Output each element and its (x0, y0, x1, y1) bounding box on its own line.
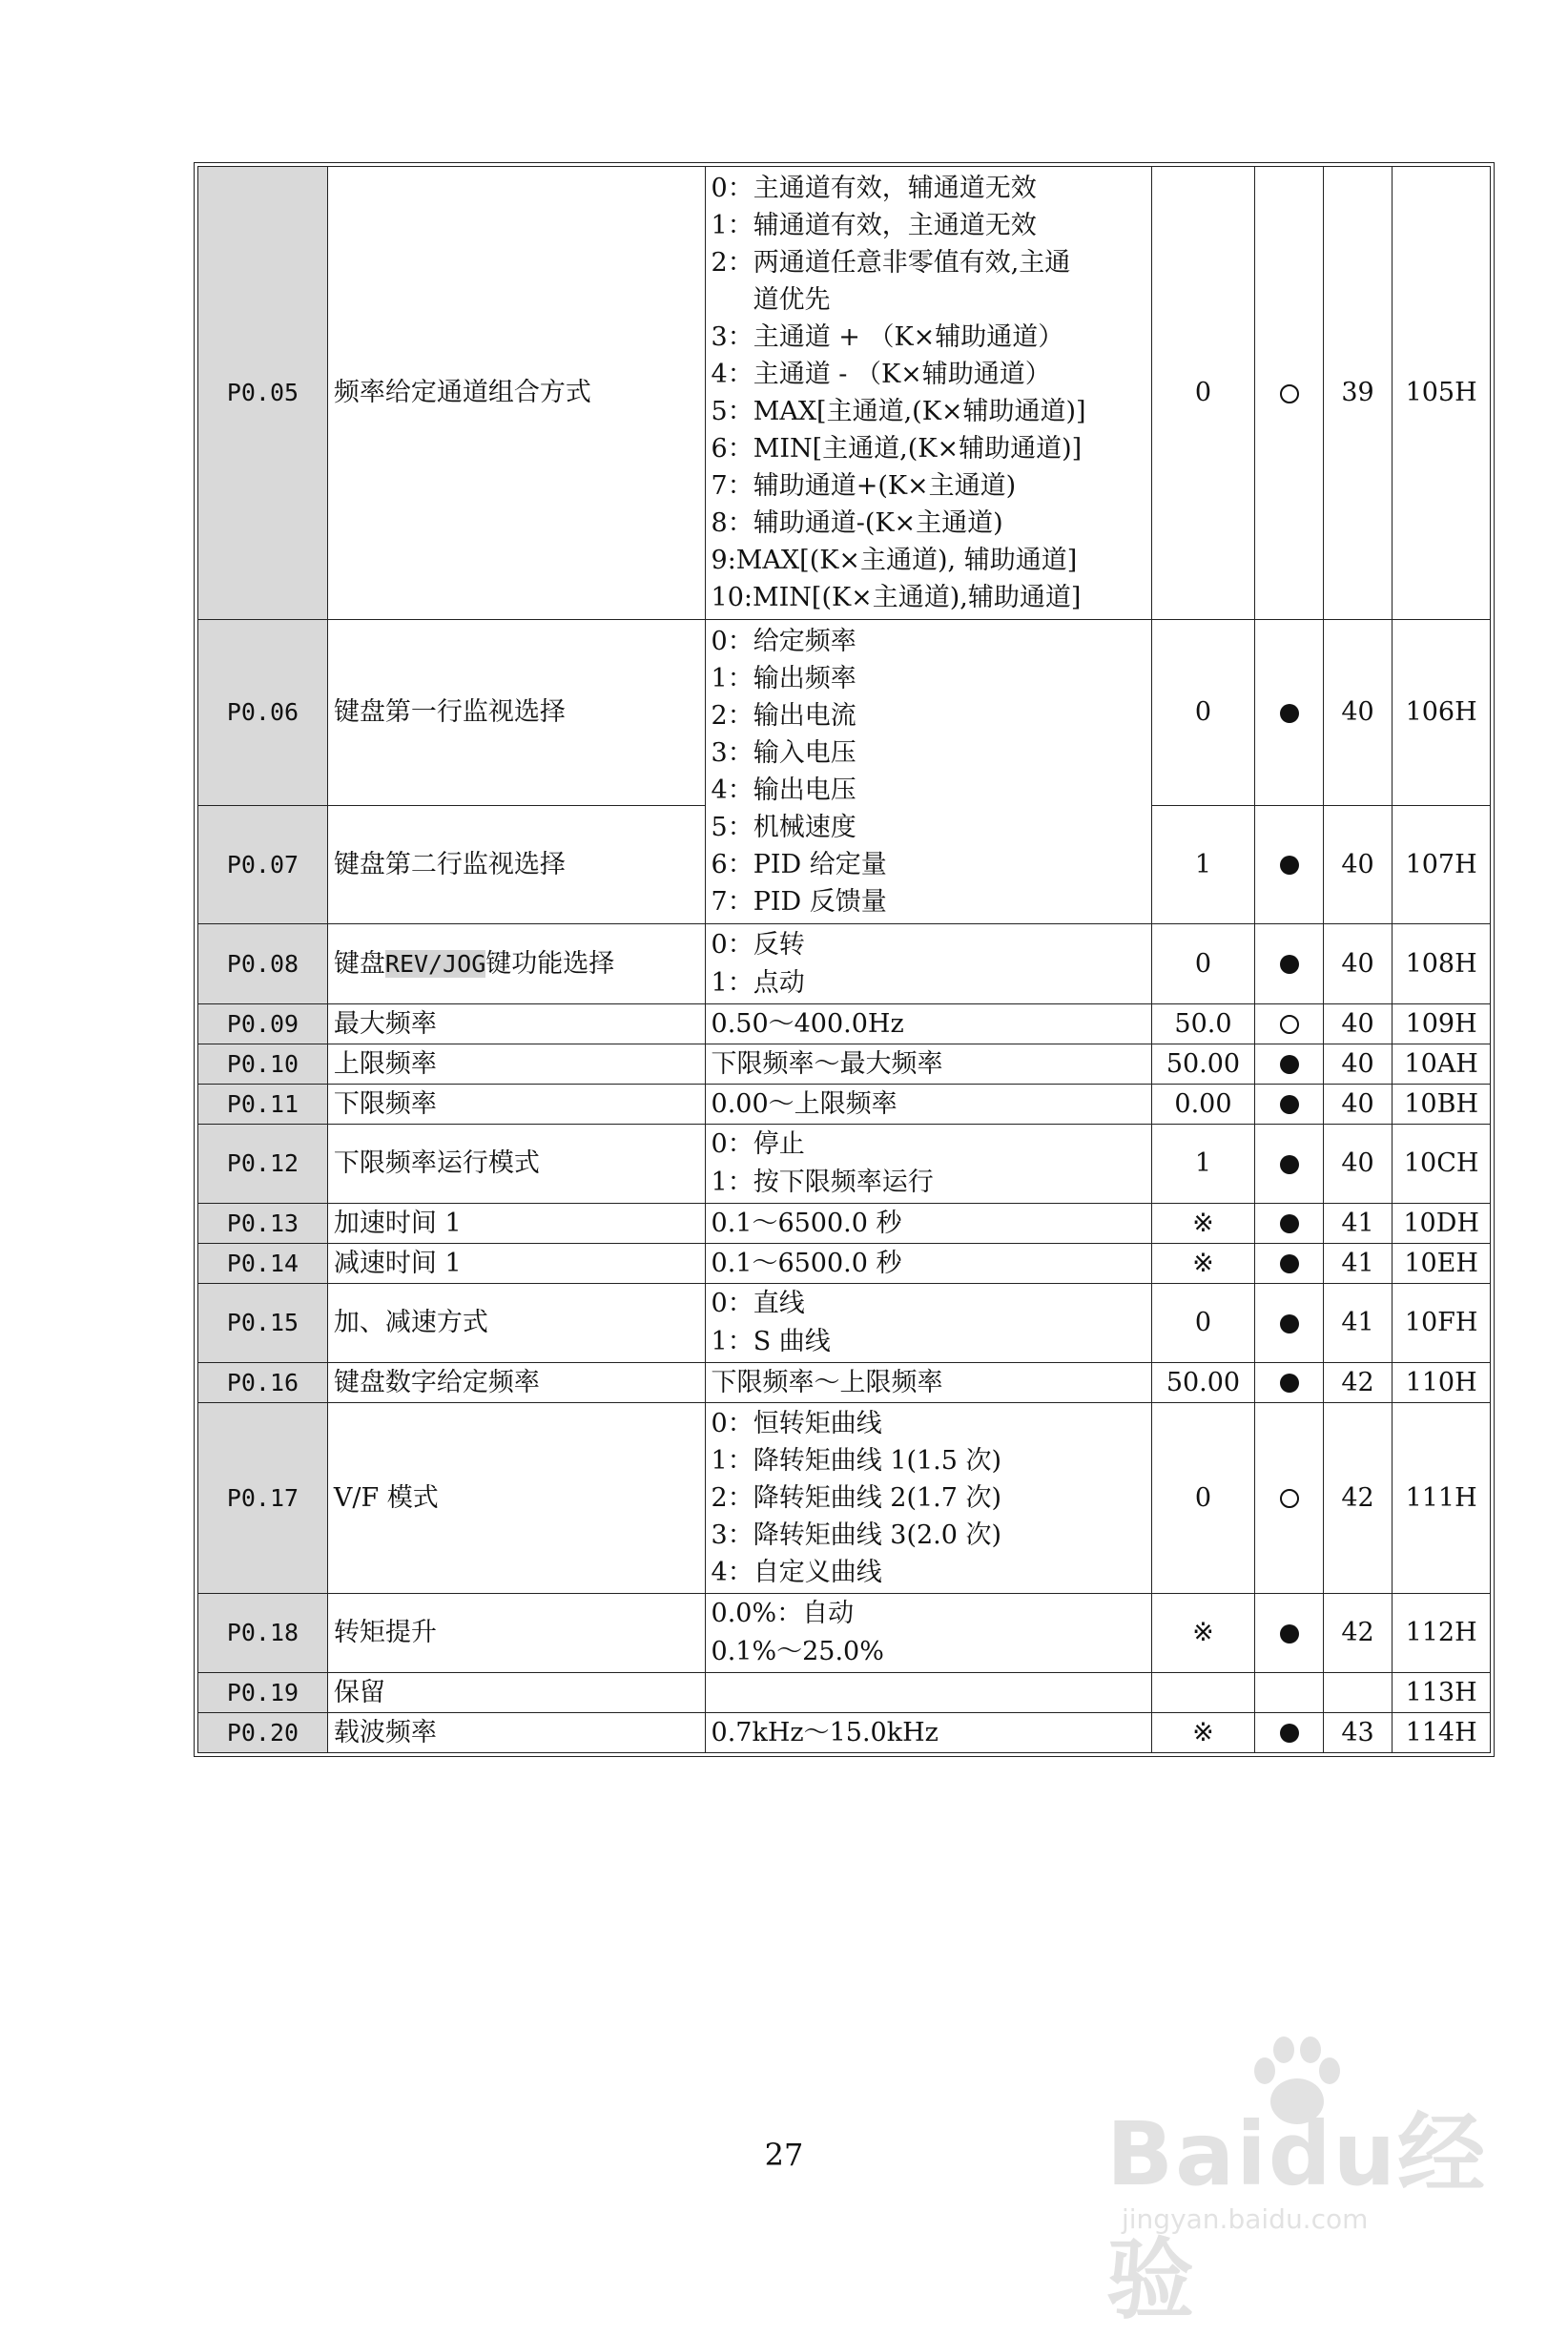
param-name: 上限频率 (327, 1044, 705, 1085)
parameter-table-body (198, 167, 1491, 1753)
default-value: 50.00 (1151, 1044, 1255, 1085)
reference-page: 42 (1323, 1363, 1392, 1403)
param-code: P0.17 (198, 1403, 328, 1594)
range-option: 0.1～6500.0 秒 (711, 1248, 902, 1278)
table-row (198, 924, 1491, 1004)
register-address: 108H (1393, 924, 1491, 1004)
setting-range (705, 1204, 1151, 1244)
modify-attribute (1255, 1044, 1323, 1085)
register-address: 110H (1393, 1363, 1491, 1403)
setting-range (705, 1125, 1151, 1204)
range-option: 0.1%～25.0% (711, 1637, 884, 1666)
param-code: P0.10 (198, 1044, 328, 1085)
open-circle-icon (1280, 384, 1299, 403)
reference-page (1323, 1673, 1392, 1713)
modify-attribute (1255, 1284, 1323, 1363)
modify-attribute (1255, 1363, 1323, 1403)
range-option: 0.00～上限频率 (711, 1088, 897, 1119)
default-value: 1 (1151, 806, 1255, 924)
register-address: 105H (1393, 167, 1491, 620)
default-value: 50.00 (1151, 1363, 1255, 1403)
reference-page: 40 (1323, 1044, 1392, 1085)
default-value (1151, 1673, 1255, 1713)
param-code: P0.12 (198, 1125, 328, 1204)
range-option: 5：机械速度 (711, 813, 856, 842)
register-address: 111H (1393, 1403, 1491, 1594)
range-option: 0.1～6500.0 秒 (711, 1208, 902, 1238)
range-option: 3：输入电压 (711, 738, 856, 768)
modify-attribute (1255, 1673, 1323, 1713)
range-option: 4：输出电压 (711, 775, 856, 805)
watermark-brand: Baidu经验 (1106, 2103, 1488, 2331)
range-option: 9:MAX[(K×主通道), 辅助通道] (711, 546, 1078, 575)
open-circle-icon (1280, 1489, 1299, 1508)
modify-attribute (1255, 620, 1323, 806)
param-code: P0.06 (198, 620, 328, 806)
register-address: 10FH (1393, 1284, 1491, 1363)
key-label-highlight: REV/JOG (384, 949, 486, 978)
filled-circle-icon (1280, 1314, 1299, 1333)
param-name: 键盘数字给定频率 (327, 1363, 705, 1403)
range-option: 0.50～400.0Hz (711, 1008, 904, 1039)
param-name: 键盘第二行监视选择 (327, 806, 705, 924)
setting-range (705, 1594, 1151, 1673)
param-name (327, 924, 705, 1004)
range-option: 道优先 (753, 285, 831, 315)
register-address: 10CH (1393, 1125, 1491, 1204)
modify-attribute (1255, 1403, 1323, 1594)
default-value: 0 (1151, 1403, 1255, 1594)
param-code: P0.14 (198, 1244, 328, 1284)
filled-circle-icon (1280, 955, 1299, 974)
setting-range (705, 924, 1151, 1004)
setting-range (705, 1284, 1151, 1363)
range-option: 下限频率～上限频率 (711, 1367, 943, 1397)
register-address: 10EH (1393, 1244, 1491, 1284)
modify-attribute (1255, 1085, 1323, 1125)
register-address: 112H (1393, 1594, 1491, 1673)
range-option: 7：辅助通道+(K×主通道) (711, 471, 1017, 501)
setting-range (705, 1713, 1151, 1753)
filled-circle-icon (1280, 1374, 1299, 1393)
range-option: 5：MAX[主通道,(K×辅助通道)] (711, 397, 1086, 426)
default-value: 1 (1151, 1125, 1255, 1204)
param-code: P0.07 (198, 806, 328, 924)
range-option: 1：S 曲线 (711, 1327, 831, 1356)
param-code: P0.20 (198, 1713, 328, 1753)
table-row (198, 1403, 1491, 1594)
param-code: P0.15 (198, 1284, 328, 1363)
filled-circle-icon (1280, 1254, 1299, 1273)
page-number: 27 (764, 2137, 804, 2173)
range-option: 8：辅助通道-(K×主通道) (711, 508, 1003, 538)
param-name: 保留 (327, 1673, 705, 1713)
range-option: 7：PID 反馈量 (711, 887, 887, 917)
reference-page: 43 (1323, 1713, 1392, 1753)
reference-page: 40 (1323, 806, 1392, 924)
param-name: 加速时间 1 (327, 1204, 705, 1244)
param-name: 减速时间 1 (327, 1244, 705, 1284)
param-name: 转矩提升 (327, 1594, 705, 1673)
modify-attribute (1255, 806, 1323, 924)
register-address: 10AH (1393, 1044, 1491, 1085)
param-name: 下限频率 (327, 1085, 705, 1125)
reference-page: 39 (1323, 167, 1392, 620)
filled-circle-icon (1280, 1214, 1299, 1233)
table-row (198, 1363, 1491, 1403)
param-code: P0.09 (198, 1004, 328, 1044)
paw-logo-icon (1240, 2027, 1354, 2141)
filled-circle-icon (1280, 704, 1299, 723)
setting-range (705, 1403, 1151, 1594)
reference-page: 41 (1323, 1204, 1392, 1244)
setting-range (705, 1673, 1151, 1713)
param-name: 最大频率 (327, 1004, 705, 1044)
setting-range (705, 1244, 1151, 1284)
watermark-url: jingyan.baidu.com (1122, 2203, 1369, 2235)
modify-attribute (1255, 1594, 1323, 1673)
range-option: 1：辅通道有效，主通道无效 (711, 211, 1037, 240)
range-option: 0：反转 (711, 929, 805, 960)
range-option: 6：PID 给定量 (711, 850, 887, 879)
table-row (198, 1713, 1491, 1753)
modify-attribute (1255, 1204, 1323, 1244)
range-option: 3：降转矩曲线 3(2.0 次) (711, 1520, 1002, 1550)
table-row (198, 620, 1491, 806)
default-value: ※ (1151, 1244, 1255, 1284)
table-row (198, 1594, 1491, 1673)
table-row (198, 167, 1491, 620)
param-name-suffix: 键功能选择 (485, 948, 615, 979)
range-option: 0：直线 (711, 1289, 805, 1318)
param-name: 加、减速方式 (327, 1284, 705, 1363)
param-name: 载波频率 (327, 1713, 705, 1753)
default-value: 0 (1151, 924, 1255, 1004)
param-code: P0.16 (198, 1363, 328, 1403)
parameter-table-frame (194, 162, 1495, 1757)
filled-circle-icon (1280, 1095, 1299, 1114)
reference-page: 41 (1323, 1284, 1392, 1363)
param-code: P0.19 (198, 1673, 328, 1713)
table-row (198, 1044, 1491, 1085)
filled-circle-icon (1280, 1155, 1299, 1174)
modify-attribute (1255, 167, 1323, 620)
param-code: P0.13 (198, 1204, 328, 1244)
reference-page: 40 (1323, 1085, 1392, 1125)
register-address: 114H (1393, 1713, 1491, 1753)
modify-attribute (1255, 924, 1323, 1004)
range-option: 1：点动 (711, 967, 805, 998)
open-circle-icon (1280, 1015, 1299, 1034)
range-option: 4：主通道 - （K×辅助通道） (711, 360, 1051, 389)
table-row (198, 1284, 1491, 1363)
range-option: 4：自定义曲线 (711, 1558, 882, 1587)
parameter-table (197, 166, 1491, 1753)
range-option: 1：按下限频率运行 (711, 1168, 934, 1197)
filled-circle-icon (1280, 1055, 1299, 1074)
range-option: 1：输出频率 (711, 664, 856, 693)
register-address: 109H (1393, 1004, 1491, 1044)
table-row (198, 1125, 1491, 1204)
range-option: 2：两通道任意非零值有效,主通 (711, 248, 1071, 278)
modify-attribute (1255, 1713, 1323, 1753)
setting-range (705, 1363, 1151, 1403)
reference-page: 42 (1323, 1403, 1392, 1594)
table-row (198, 1244, 1491, 1284)
filled-circle-icon (1280, 1624, 1299, 1643)
filled-circle-icon (1280, 1724, 1299, 1743)
default-value: 50.0 (1151, 1004, 1255, 1044)
default-value: 0 (1151, 167, 1255, 620)
setting-range (705, 1085, 1151, 1125)
range-option: 0.7kHz～15.0kHz (711, 1717, 939, 1747)
range-option: 0：停止 (711, 1129, 805, 1159)
setting-range (705, 167, 1151, 620)
param-name: 下限频率运行模式 (327, 1125, 705, 1204)
default-value: 0 (1151, 620, 1255, 806)
param-code: P0.11 (198, 1085, 328, 1125)
table-row (198, 1673, 1491, 1713)
range-option: 0：主通道有效，辅通道无效 (711, 174, 1037, 203)
param-code: P0.05 (198, 167, 328, 620)
default-value: 0 (1151, 1284, 1255, 1363)
reference-page: 40 (1323, 1004, 1392, 1044)
range-option: 3：主通道 + （K×辅助通道） (711, 322, 1064, 352)
default-value: ※ (1151, 1713, 1255, 1753)
table-row (198, 1204, 1491, 1244)
default-value: ※ (1151, 1594, 1255, 1673)
register-address: 107H (1393, 806, 1491, 924)
param-code: P0.18 (198, 1594, 328, 1673)
default-value: ※ (1151, 1204, 1255, 1244)
param-name-prefix: 键盘 (333, 948, 385, 979)
setting-range (705, 1004, 1151, 1044)
param-name: 频率给定通道组合方式 (327, 167, 705, 620)
setting-range (705, 620, 1151, 924)
reference-page: 40 (1323, 1125, 1392, 1204)
filled-circle-icon (1280, 856, 1299, 875)
range-option: 10:MIN[(K×主通道),辅助通道] (711, 583, 1082, 612)
range-option: 0：恒转矩曲线 (711, 1409, 882, 1438)
register-address: 10DH (1393, 1204, 1491, 1244)
range-option: 2：降转矩曲线 2(1.7 次) (711, 1483, 1002, 1513)
register-address: 106H (1393, 620, 1491, 806)
range-option: 2：输出电流 (711, 701, 856, 731)
setting-range (705, 1044, 1151, 1085)
reference-page: 41 (1323, 1244, 1392, 1284)
register-address: 10BH (1393, 1085, 1491, 1125)
range-option: 下限频率～最大频率 (711, 1048, 943, 1079)
default-value: 0.00 (1151, 1085, 1255, 1125)
reference-page: 40 (1323, 620, 1392, 806)
param-code: P0.08 (198, 924, 328, 1004)
reference-page: 40 (1323, 924, 1392, 1004)
table-row (198, 1085, 1491, 1125)
modify-attribute (1255, 1244, 1323, 1284)
modify-attribute (1255, 1125, 1323, 1204)
table-row (198, 1004, 1491, 1044)
register-address: 113H (1393, 1673, 1491, 1713)
reference-page: 42 (1323, 1594, 1392, 1673)
param-name: 键盘第一行监视选择 (327, 620, 705, 806)
range-option: 1：降转矩曲线 1(1.5 次) (711, 1446, 1002, 1476)
param-name: V/F 模式 (327, 1403, 705, 1594)
range-option: 0：给定频率 (711, 627, 856, 656)
modify-attribute (1255, 1004, 1323, 1044)
range-option: 0.0%：自动 (711, 1599, 855, 1628)
range-option: 6：MIN[主通道,(K×辅助通道)] (711, 434, 1083, 464)
